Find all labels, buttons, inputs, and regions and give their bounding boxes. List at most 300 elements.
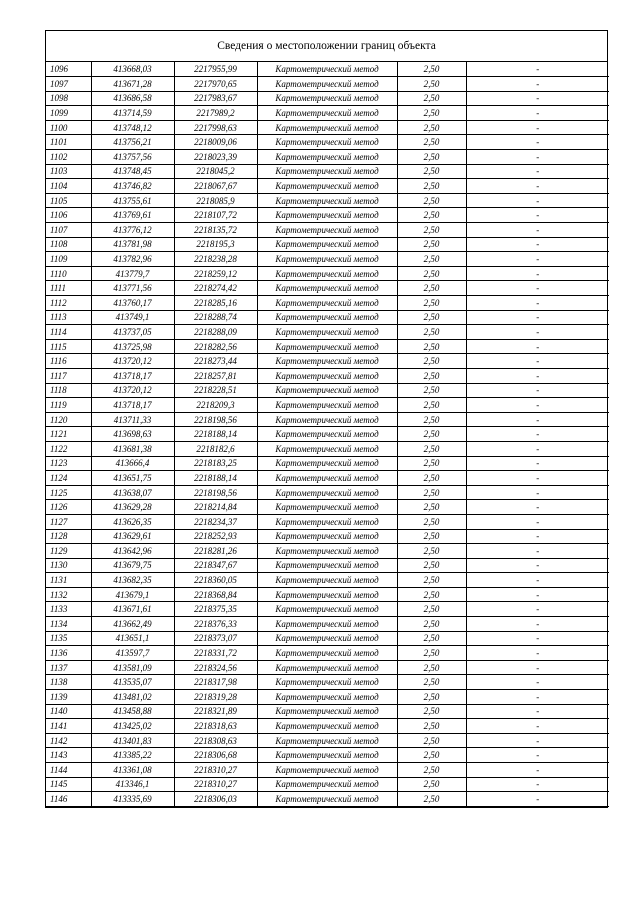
x-coordinate-cell: 413756,21 <box>91 135 174 150</box>
description-cell: - <box>466 77 609 92</box>
table-row <box>46 223 609 238</box>
x-coordinate-cell: 413771,56 <box>91 281 174 296</box>
y-coordinate-cell: 2218214,84 <box>174 500 257 515</box>
x-coordinate-cell: 413626,35 <box>91 514 174 529</box>
table-row <box>46 646 609 661</box>
method-cell: Картометрический метод <box>257 733 397 748</box>
accuracy-cell: 2,50 <box>397 441 466 456</box>
x-coordinate-cell: 413671,28 <box>91 77 174 92</box>
description-cell: - <box>466 252 609 267</box>
accuracy-cell: 2,50 <box>397 150 466 165</box>
x-coordinate-cell: 413668,03 <box>91 62 174 77</box>
x-coordinate-cell: 413748,45 <box>91 164 174 179</box>
description-cell: - <box>466 441 609 456</box>
method-cell: Картометрический метод <box>257 704 397 719</box>
table-row <box>46 587 609 602</box>
y-coordinate-cell: 2218107,72 <box>174 208 257 223</box>
method-cell: Картометрический метод <box>257 631 397 646</box>
point-number-cell: 1102 <box>46 150 91 165</box>
point-number-cell: 1114 <box>46 325 91 340</box>
point-number-cell: 1138 <box>46 675 91 690</box>
description-cell: - <box>466 719 609 734</box>
x-coordinate-cell: 413779,7 <box>91 266 174 281</box>
accuracy-cell: 2,50 <box>397 471 466 486</box>
point-number-cell: 1136 <box>46 646 91 661</box>
table-row <box>46 748 609 763</box>
point-number-cell: 1127 <box>46 514 91 529</box>
point-number-cell: 1131 <box>46 573 91 588</box>
accuracy-cell: 2,50 <box>397 631 466 646</box>
x-coordinate-cell: 413597,7 <box>91 646 174 661</box>
description-cell: - <box>466 266 609 281</box>
description-cell: - <box>466 398 609 413</box>
description-cell: - <box>466 120 609 135</box>
method-cell: Картометрический метод <box>257 106 397 121</box>
point-number-cell: 1120 <box>46 412 91 427</box>
accuracy-cell: 2,50 <box>397 310 466 325</box>
accuracy-cell: 2,50 <box>397 690 466 705</box>
x-coordinate-cell: 413651,75 <box>91 471 174 486</box>
description-cell: - <box>466 675 609 690</box>
y-coordinate-cell: 2218319,28 <box>174 690 257 705</box>
point-number-cell: 1105 <box>46 193 91 208</box>
x-coordinate-cell: 413335,69 <box>91 792 174 807</box>
y-coordinate-cell: 2218234,37 <box>174 514 257 529</box>
table-row <box>46 91 609 106</box>
description-cell: - <box>466 792 609 807</box>
description-cell: - <box>466 690 609 705</box>
table-row <box>46 660 609 675</box>
method-cell: Картометрический метод <box>257 777 397 792</box>
x-coordinate-cell: 413757,56 <box>91 150 174 165</box>
accuracy-cell: 2,50 <box>397 193 466 208</box>
point-number-cell: 1145 <box>46 777 91 792</box>
method-cell: Картометрический метод <box>257 514 397 529</box>
table-row <box>46 719 609 734</box>
accuracy-cell: 2,50 <box>397 383 466 398</box>
description-cell: - <box>466 587 609 602</box>
x-coordinate-cell: 413776,12 <box>91 223 174 238</box>
y-coordinate-cell: 2218259,12 <box>174 266 257 281</box>
method-cell: Картометрический метод <box>257 412 397 427</box>
table-row <box>46 179 609 194</box>
y-coordinate-cell: 2218324,56 <box>174 660 257 675</box>
table-row <box>46 412 609 427</box>
description-cell: - <box>466 310 609 325</box>
accuracy-cell: 2,50 <box>397 763 466 778</box>
accuracy-cell: 2,50 <box>397 427 466 442</box>
method-cell: Картометрический метод <box>257 325 397 340</box>
method-cell: Картометрический метод <box>257 120 397 135</box>
table-body <box>46 62 609 806</box>
accuracy-cell: 2,50 <box>397 281 466 296</box>
point-number-cell: 1141 <box>46 719 91 734</box>
accuracy-cell: 2,50 <box>397 529 466 544</box>
accuracy-cell: 2,50 <box>397 704 466 719</box>
y-coordinate-cell: 2218045,2 <box>174 164 257 179</box>
x-coordinate-cell: 413671,61 <box>91 602 174 617</box>
method-cell: Картометрический метод <box>257 763 397 778</box>
y-coordinate-cell: 2218209,3 <box>174 398 257 413</box>
x-coordinate-cell: 413666,4 <box>91 456 174 471</box>
accuracy-cell: 2,50 <box>397 748 466 763</box>
point-number-cell: 1108 <box>46 237 91 252</box>
accuracy-cell: 2,50 <box>397 325 466 340</box>
y-coordinate-cell: 2218273,44 <box>174 354 257 369</box>
x-coordinate-cell: 413748,12 <box>91 120 174 135</box>
description-cell: - <box>466 62 609 77</box>
description-cell: - <box>466 412 609 427</box>
y-coordinate-cell: 2218252,93 <box>174 529 257 544</box>
accuracy-cell: 2,50 <box>397 339 466 354</box>
x-coordinate-cell: 413481,02 <box>91 690 174 705</box>
table-row <box>46 485 609 500</box>
description-cell: - <box>466 763 609 778</box>
point-number-cell: 1134 <box>46 617 91 632</box>
point-number-cell: 1101 <box>46 135 91 150</box>
method-cell: Картометрический метод <box>257 179 397 194</box>
y-coordinate-cell: 2218198,56 <box>174 485 257 500</box>
y-coordinate-cell: 2218067,67 <box>174 179 257 194</box>
point-number-cell: 1137 <box>46 660 91 675</box>
x-coordinate-cell: 413642,96 <box>91 544 174 559</box>
table-row <box>46 296 609 311</box>
accuracy-cell: 2,50 <box>397 91 466 106</box>
method-cell: Картометрический метод <box>257 223 397 238</box>
table-row <box>46 77 609 92</box>
point-number-cell: 1119 <box>46 398 91 413</box>
description-cell: - <box>466 106 609 121</box>
x-coordinate-cell: 413718,17 <box>91 368 174 383</box>
method-cell: Картометрический метод <box>257 456 397 471</box>
description-cell: - <box>466 617 609 632</box>
point-number-cell: 1133 <box>46 602 91 617</box>
description-cell: - <box>466 500 609 515</box>
y-coordinate-cell: 2217998,63 <box>174 120 257 135</box>
table-row <box>46 62 609 77</box>
description-cell: - <box>466 325 609 340</box>
accuracy-cell: 2,50 <box>397 617 466 632</box>
x-coordinate-cell: 413679,75 <box>91 558 174 573</box>
point-number-cell: 1099 <box>46 106 91 121</box>
accuracy-cell: 2,50 <box>397 135 466 150</box>
y-coordinate-cell: 2218321,89 <box>174 704 257 719</box>
point-number-cell: 1146 <box>46 792 91 807</box>
description-cell: - <box>466 135 609 150</box>
point-number-cell: 1132 <box>46 587 91 602</box>
point-number-cell: 1129 <box>46 544 91 559</box>
accuracy-cell: 2,50 <box>397 602 466 617</box>
description-cell: - <box>466 456 609 471</box>
point-number-cell: 1121 <box>46 427 91 442</box>
method-cell: Картометрический метод <box>257 150 397 165</box>
accuracy-cell: 2,50 <box>397 62 466 77</box>
method-cell: Картометрический метод <box>257 471 397 486</box>
method-cell: Картометрический метод <box>257 383 397 398</box>
table-row <box>46 266 609 281</box>
x-coordinate-cell: 413401,83 <box>91 733 174 748</box>
accuracy-cell: 2,50 <box>397 514 466 529</box>
table-row <box>46 120 609 135</box>
method-cell: Картометрический метод <box>257 237 397 252</box>
point-number-cell: 1100 <box>46 120 91 135</box>
y-coordinate-cell: 2218285,16 <box>174 296 257 311</box>
x-coordinate-cell: 413720,12 <box>91 354 174 369</box>
method-cell: Картометрический метод <box>257 500 397 515</box>
accuracy-cell: 2,50 <box>397 660 466 675</box>
y-coordinate-cell: 2218282,56 <box>174 339 257 354</box>
point-number-cell: 1109 <box>46 252 91 267</box>
description-cell: - <box>466 602 609 617</box>
boundary-points-table <box>46 62 609 807</box>
method-cell: Картометрический метод <box>257 368 397 383</box>
y-coordinate-cell: 2218183,25 <box>174 456 257 471</box>
point-number-cell: 1113 <box>46 310 91 325</box>
y-coordinate-cell: 2218274,42 <box>174 281 257 296</box>
accuracy-cell: 2,50 <box>397 354 466 369</box>
x-coordinate-cell: 413725,98 <box>91 339 174 354</box>
description-cell: - <box>466 646 609 661</box>
x-coordinate-cell: 413425,02 <box>91 719 174 734</box>
method-cell: Картометрический метод <box>257 296 397 311</box>
y-coordinate-cell: 2218182,6 <box>174 441 257 456</box>
y-coordinate-cell: 2217955,99 <box>174 62 257 77</box>
method-cell: Картометрический метод <box>257 427 397 442</box>
y-coordinate-cell: 2218281,26 <box>174 544 257 559</box>
y-coordinate-cell: 2218188,14 <box>174 427 257 442</box>
y-coordinate-cell: 2218368,84 <box>174 587 257 602</box>
accuracy-cell: 2,50 <box>397 77 466 92</box>
x-coordinate-cell: 413679,1 <box>91 587 174 602</box>
table-row <box>46 456 609 471</box>
point-number-cell: 1106 <box>46 208 91 223</box>
method-cell: Картометрический метод <box>257 529 397 544</box>
y-coordinate-cell: 2218310,27 <box>174 777 257 792</box>
accuracy-cell: 2,50 <box>397 500 466 515</box>
y-coordinate-cell: 2218288,74 <box>174 310 257 325</box>
accuracy-cell: 2,50 <box>397 106 466 121</box>
point-number-cell: 1128 <box>46 529 91 544</box>
description-cell: - <box>466 427 609 442</box>
table-row <box>46 514 609 529</box>
accuracy-cell: 2,50 <box>397 398 466 413</box>
method-cell: Картометрический метод <box>257 208 397 223</box>
method-cell: Картометрический метод <box>257 77 397 92</box>
description-cell: - <box>466 471 609 486</box>
point-number-cell: 1125 <box>46 485 91 500</box>
point-number-cell: 1139 <box>46 690 91 705</box>
method-cell: Картометрический метод <box>257 719 397 734</box>
y-coordinate-cell: 2218318,63 <box>174 719 257 734</box>
method-cell: Картометрический метод <box>257 748 397 763</box>
x-coordinate-cell: 413535,07 <box>91 675 174 690</box>
accuracy-cell: 2,50 <box>397 587 466 602</box>
table-row <box>46 106 609 121</box>
description-cell: - <box>466 368 609 383</box>
description-cell: - <box>466 777 609 792</box>
method-cell: Картометрический метод <box>257 573 397 588</box>
description-cell: - <box>466 150 609 165</box>
x-coordinate-cell: 413638,07 <box>91 485 174 500</box>
method-cell: Картометрический метод <box>257 91 397 106</box>
x-coordinate-cell: 413737,05 <box>91 325 174 340</box>
description-cell: - <box>466 296 609 311</box>
y-coordinate-cell: 2218317,98 <box>174 675 257 690</box>
x-coordinate-cell: 413686,58 <box>91 91 174 106</box>
point-number-cell: 1107 <box>46 223 91 238</box>
method-cell: Картометрический метод <box>257 441 397 456</box>
description-cell: - <box>466 573 609 588</box>
point-number-cell: 1112 <box>46 296 91 311</box>
description-cell: - <box>466 733 609 748</box>
method-cell: Картометрический метод <box>257 485 397 500</box>
point-number-cell: 1122 <box>46 441 91 456</box>
table-row <box>46 631 609 646</box>
x-coordinate-cell: 413458,88 <box>91 704 174 719</box>
accuracy-cell: 2,50 <box>397 368 466 383</box>
y-coordinate-cell: 2218198,56 <box>174 412 257 427</box>
table-row <box>46 237 609 252</box>
description-cell: - <box>466 91 609 106</box>
x-coordinate-cell: 413346,1 <box>91 777 174 792</box>
table-row <box>46 208 609 223</box>
method-cell: Картометрический метод <box>257 675 397 690</box>
y-coordinate-cell: 2218347,67 <box>174 558 257 573</box>
method-cell: Картометрический метод <box>257 398 397 413</box>
description-cell: - <box>466 660 609 675</box>
y-coordinate-cell: 2218257,81 <box>174 368 257 383</box>
table-row <box>46 690 609 705</box>
description-cell: - <box>466 339 609 354</box>
x-coordinate-cell: 413720,12 <box>91 383 174 398</box>
accuracy-cell: 2,50 <box>397 719 466 734</box>
method-cell: Картометрический метод <box>257 558 397 573</box>
accuracy-cell: 2,50 <box>397 237 466 252</box>
table-row <box>46 193 609 208</box>
table-row <box>46 427 609 442</box>
table-row <box>46 310 609 325</box>
y-coordinate-cell: 2218308,63 <box>174 733 257 748</box>
point-number-cell: 1117 <box>46 368 91 383</box>
description-cell: - <box>466 485 609 500</box>
accuracy-cell: 2,50 <box>397 485 466 500</box>
point-number-cell: 1096 <box>46 62 91 77</box>
y-coordinate-cell: 2218228,51 <box>174 383 257 398</box>
method-cell: Картометрический метод <box>257 690 397 705</box>
method-cell: Картометрический метод <box>257 193 397 208</box>
accuracy-cell: 2,50 <box>397 412 466 427</box>
method-cell: Картометрический метод <box>257 310 397 325</box>
table-row <box>46 164 609 179</box>
table-row <box>46 368 609 383</box>
table-row <box>46 704 609 719</box>
y-coordinate-cell: 2217970,65 <box>174 77 257 92</box>
table-row <box>46 617 609 632</box>
table-row <box>46 398 609 413</box>
description-cell: - <box>466 237 609 252</box>
y-coordinate-cell: 2218023,39 <box>174 150 257 165</box>
y-coordinate-cell: 2218306,03 <box>174 792 257 807</box>
method-cell: Картометрический метод <box>257 544 397 559</box>
accuracy-cell: 2,50 <box>397 179 466 194</box>
description-cell: - <box>466 354 609 369</box>
accuracy-cell: 2,50 <box>397 558 466 573</box>
x-coordinate-cell: 413714,59 <box>91 106 174 121</box>
method-cell: Картометрический метод <box>257 617 397 632</box>
y-coordinate-cell: 2218135,72 <box>174 223 257 238</box>
method-cell: Картометрический метод <box>257 252 397 267</box>
table-row <box>46 441 609 456</box>
table-row <box>46 500 609 515</box>
description-cell: - <box>466 558 609 573</box>
method-cell: Картометрический метод <box>257 164 397 179</box>
x-coordinate-cell: 413662,49 <box>91 617 174 632</box>
point-number-cell: 1135 <box>46 631 91 646</box>
description-cell: - <box>466 704 609 719</box>
point-number-cell: 1124 <box>46 471 91 486</box>
point-number-cell: 1143 <box>46 748 91 763</box>
point-number-cell: 1130 <box>46 558 91 573</box>
x-coordinate-cell: 413629,28 <box>91 500 174 515</box>
y-coordinate-cell: 2218375,35 <box>174 602 257 617</box>
accuracy-cell: 2,50 <box>397 252 466 267</box>
table-row <box>46 573 609 588</box>
table-row <box>46 675 609 690</box>
table-row <box>46 544 609 559</box>
x-coordinate-cell: 413746,82 <box>91 179 174 194</box>
accuracy-cell: 2,50 <box>397 164 466 179</box>
method-cell: Картометрический метод <box>257 587 397 602</box>
method-cell: Картометрический метод <box>257 62 397 77</box>
x-coordinate-cell: 413682,35 <box>91 573 174 588</box>
x-coordinate-cell: 413698,63 <box>91 427 174 442</box>
description-cell: - <box>466 179 609 194</box>
x-coordinate-cell: 413681,38 <box>91 441 174 456</box>
x-coordinate-cell: 413361,08 <box>91 763 174 778</box>
x-coordinate-cell: 413769,61 <box>91 208 174 223</box>
point-number-cell: 1142 <box>46 733 91 748</box>
table-row <box>46 763 609 778</box>
table-row <box>46 733 609 748</box>
method-cell: Картометрический метод <box>257 135 397 150</box>
y-coordinate-cell: 2218331,72 <box>174 646 257 661</box>
accuracy-cell: 2,50 <box>397 208 466 223</box>
method-cell: Картометрический метод <box>257 339 397 354</box>
method-cell: Картометрический метод <box>257 354 397 369</box>
y-coordinate-cell: 2218195,3 <box>174 237 257 252</box>
table-row <box>46 529 609 544</box>
table-row <box>46 777 609 792</box>
x-coordinate-cell: 413629,61 <box>91 529 174 544</box>
table-row <box>46 325 609 340</box>
method-cell: Картометрический метод <box>257 646 397 661</box>
point-number-cell: 1097 <box>46 77 91 92</box>
method-cell: Картометрический метод <box>257 602 397 617</box>
description-cell: - <box>466 164 609 179</box>
x-coordinate-cell: 413749,1 <box>91 310 174 325</box>
table-row <box>46 339 609 354</box>
boundary-table-sheet <box>45 30 608 808</box>
y-coordinate-cell: 2218360,05 <box>174 573 257 588</box>
point-number-cell: 1126 <box>46 500 91 515</box>
x-coordinate-cell: 413651,1 <box>91 631 174 646</box>
description-cell: - <box>466 193 609 208</box>
table-row <box>46 150 609 165</box>
table-row <box>46 135 609 150</box>
accuracy-cell: 2,50 <box>397 777 466 792</box>
point-number-cell: 1140 <box>46 704 91 719</box>
y-coordinate-cell: 2218310,27 <box>174 763 257 778</box>
